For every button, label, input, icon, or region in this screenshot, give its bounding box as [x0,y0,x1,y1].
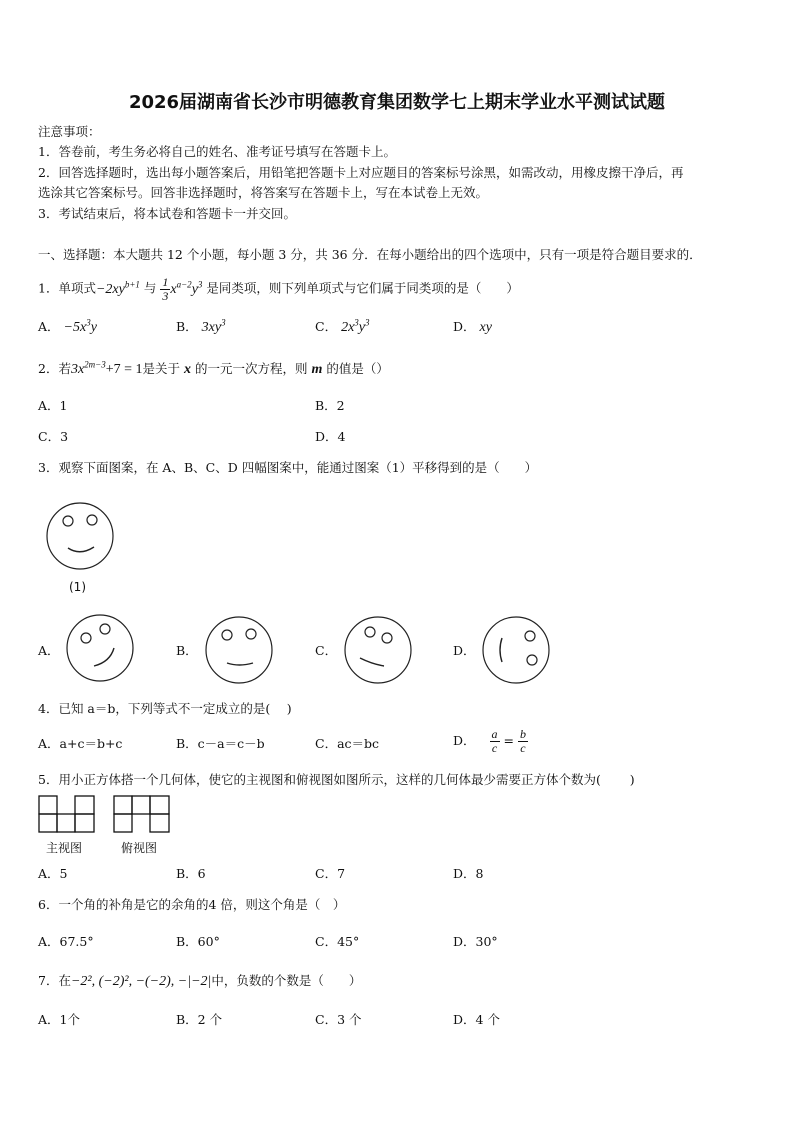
q2-option-b[interactable]: B．2 [315,398,345,413]
q1-suffix: 是同类项，则下列单项式与它们属于同类项的是（ ） [206,280,519,296]
question-6: 6．一个角的补角是它的余角的4 倍，则这个角是（ ） [38,897,346,912]
notice-item: 选涂其它答案标号。回答非选择题时，将答案写在答题卡上，写在本试卷上无效。 [38,185,489,200]
smiley-figure-1 [44,500,116,572]
section-heading: 一、选择题：本大题共 12 个小题，每小题 3 分，共 36 分．在每小题给出的四个选项中，只有一项是符合题目要求的． [38,247,702,262]
q2-option-d[interactable]: D．4 [315,429,346,444]
q4-option-d[interactable]: D． $\frac{a}{c}$ = $\frac{b}{c}$ [453,727,526,755]
q6-option-a[interactable]: A．67.5° [38,934,94,949]
smiley-option-c [342,614,414,686]
smiley-option-b [203,614,275,686]
question-5: 5．用小正方体搭一个几何体，使它的主视图和俯视图如图所示，这样的几何体最少需要正方体个数为( ) [38,772,635,787]
question-4: 4．已知 a＝b，下列等式不一定成立的是( ) [38,701,292,716]
q7-option-a[interactable]: A．1个 [38,1012,80,1027]
q7-option-c[interactable]: C．3 个 [315,1012,362,1027]
q4-option-a[interactable]: A．a+c＝b+c [38,736,123,751]
q1-option-c[interactable]: C． $2x^3y^3$ [315,317,370,335]
q1-mono1-exp: b+1 [124,279,140,289]
notice-item: 2．回答选择题时，选出每小题答案后，用铅笔把答题卡上对应题目的答案标号涂黑，如需改动，用橡皮擦干净后，再 [38,165,684,180]
question-2: 2．若$3x^{2m-3}+7 = 1$是关于 x 的一元一次方程，则 m 的值是（） [38,359,389,377]
q4-option-b[interactable]: B．c－a＝c－b [176,736,265,751]
q5-option-c[interactable]: C．7 [315,866,346,881]
q1-option-b[interactable]: B． $3xy^3$ [176,317,226,335]
q3-option-b[interactable]: B． [176,643,198,658]
q6-option-b[interactable]: B．60° [176,934,220,949]
q7-option-b[interactable]: B．2 个 [176,1012,223,1027]
q6-option-d[interactable]: D．30° [453,934,498,949]
q7-expression: −2², (−2)², −(−2), −|−2| [70,974,212,989]
q5-option-b[interactable]: B．6 [176,866,206,881]
q4-option-c[interactable]: C．ac＝bc [315,736,380,751]
q6-option-c[interactable]: C．45° [315,934,360,949]
q3-option-c[interactable]: C． [315,643,338,658]
q1-mid: 与 [143,280,157,296]
front-view-label: 主视图 [46,841,83,855]
question-3: 3．观察下面图案，在 A、B、C、D 四幅图案中，能通过图案（1）平移得到的是（ ） [38,460,538,475]
notice-item: 1．答卷前，考生务必将自己的姓名、准考证号填写在答题卡上。 [38,144,396,159]
q3-option-d[interactable]: D． [453,643,476,658]
q1-frac-num: 1 [162,274,169,289]
question-1 [38,268,519,306]
q1-mono1: −2xy [95,281,125,297]
smiley-option-d [480,614,552,686]
notice-item: 3．考试结束后，将本试卷和答题卡一并交回。 [38,206,296,221]
page-title: 2026届湖南省长沙市明德教育集团数学七上期末学业水平测试试题 [128,92,666,113]
q1-mono2a: x [170,281,177,297]
q1-option-d[interactable]: D． xy [453,319,492,335]
q5-option-a[interactable]: A．5 [38,866,68,881]
q2-option-c[interactable]: C．3 [38,429,69,444]
question-7: 7．在−2², (−2)², −(−2), −|−2|中，负数的个数是（ ） [38,973,362,989]
q2-option-a[interactable]: A．1 [38,398,68,413]
q5-option-d[interactable]: D．8 [453,866,484,881]
front-view-figure [38,795,98,833]
q1-option-a[interactable]: A． $-5x^3y$ [38,317,97,335]
q1-mono2a-exp: a−2 [176,279,192,289]
q1-frac-den: 3 [162,288,169,303]
q1-mono2b-exp: 3 [197,279,203,289]
notice-heading: 注意事项： [38,124,101,139]
q3-option-a[interactable]: A． [38,643,60,658]
top-view-label: 俯视图 [121,841,158,855]
q1-prefix: 1．单项式 [38,280,96,296]
q7-option-d[interactable]: D．4 个 [453,1012,500,1027]
q1-mono2b: y [191,281,198,297]
top-view-figure [113,795,173,833]
figure-1-caption: (1) [69,580,86,594]
smiley-option-a [64,612,136,684]
